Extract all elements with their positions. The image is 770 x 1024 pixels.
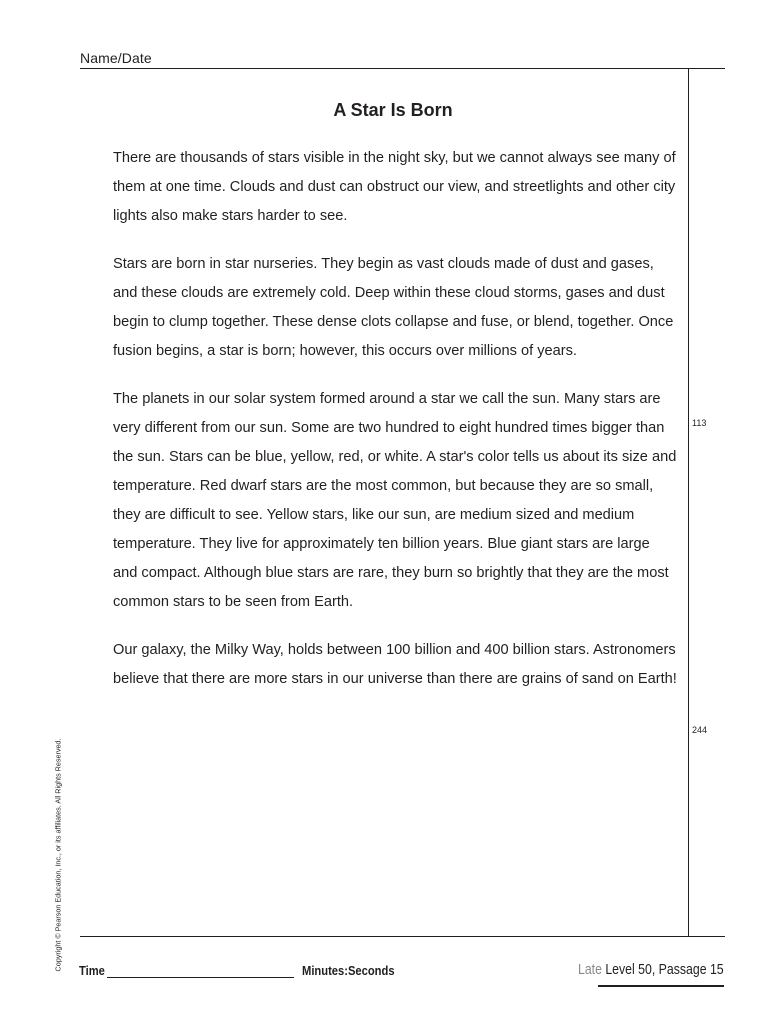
time-label: Time [79, 963, 105, 978]
late-label: Late [578, 961, 603, 978]
level-label: Level 50, Passage 15 [605, 961, 724, 978]
level-passage-label [578, 961, 724, 978]
minutes-seconds-label: Minutes:Seconds [302, 963, 395, 978]
copyright-text: Copyright © Pearson Education, Inc., or its affiliates. All Rights Reserved. [53, 738, 63, 972]
bottom-rule [80, 936, 725, 937]
time-entry-line [107, 977, 294, 978]
name-date-label: Name/Date [80, 50, 152, 66]
passage-paragraph-2: Stars are born in star nurseries. They begin as vast clouds made of dust and gases, and these clouds are extremely cold. Deep within these cloud storms, gases and dust begin to clump together. These dense clots collapse and fuse, or blend, together. Once fusion begins, a star is born; however, this occurs over millions of years. [113, 256, 674, 359]
passage-title: A Star Is Born [333, 100, 453, 120]
passage-paragraph-3: The planets in our solar system formed around a star we call the sun. Many stars are very different from our sun. Some are two hundred to eight hundred times bigger than the sun. Stars can be blue, yellow, red, or white. A star's color tells us about its size and temperature. Red dwarf stars are the most common, but because they are so small, they are difficult to see. Yellow stars, like our sun, are medium sized and medium temperature. They live for approximately ten billion years. Blue giant stars are large and compact. Although blue stars are rare, they burn so brightly that they are the most common stars to be seen from Earth. [113, 391, 677, 610]
top-rule [80, 68, 725, 69]
word-count-113: 113 [692, 418, 707, 428]
word-count-244: 244 [692, 725, 708, 735]
level-underline [598, 985, 724, 987]
passage-paragraph-1: There are thousands of stars visible in the night sky, but we cannot always see many of them at one time. Clouds and dust can obstruct our view, and streetlights and other city lights also make stars harder to see. [113, 150, 676, 224]
passage-body [113, 144, 678, 694]
word-count-column-rule [688, 68, 689, 937]
passage-paragraph-4: Our galaxy, the Milky Way, holds between 100 billion and 400 billion stars. Astronomers believe that there are more stars in our universe than there are grains of sand on Earth! [113, 642, 677, 687]
